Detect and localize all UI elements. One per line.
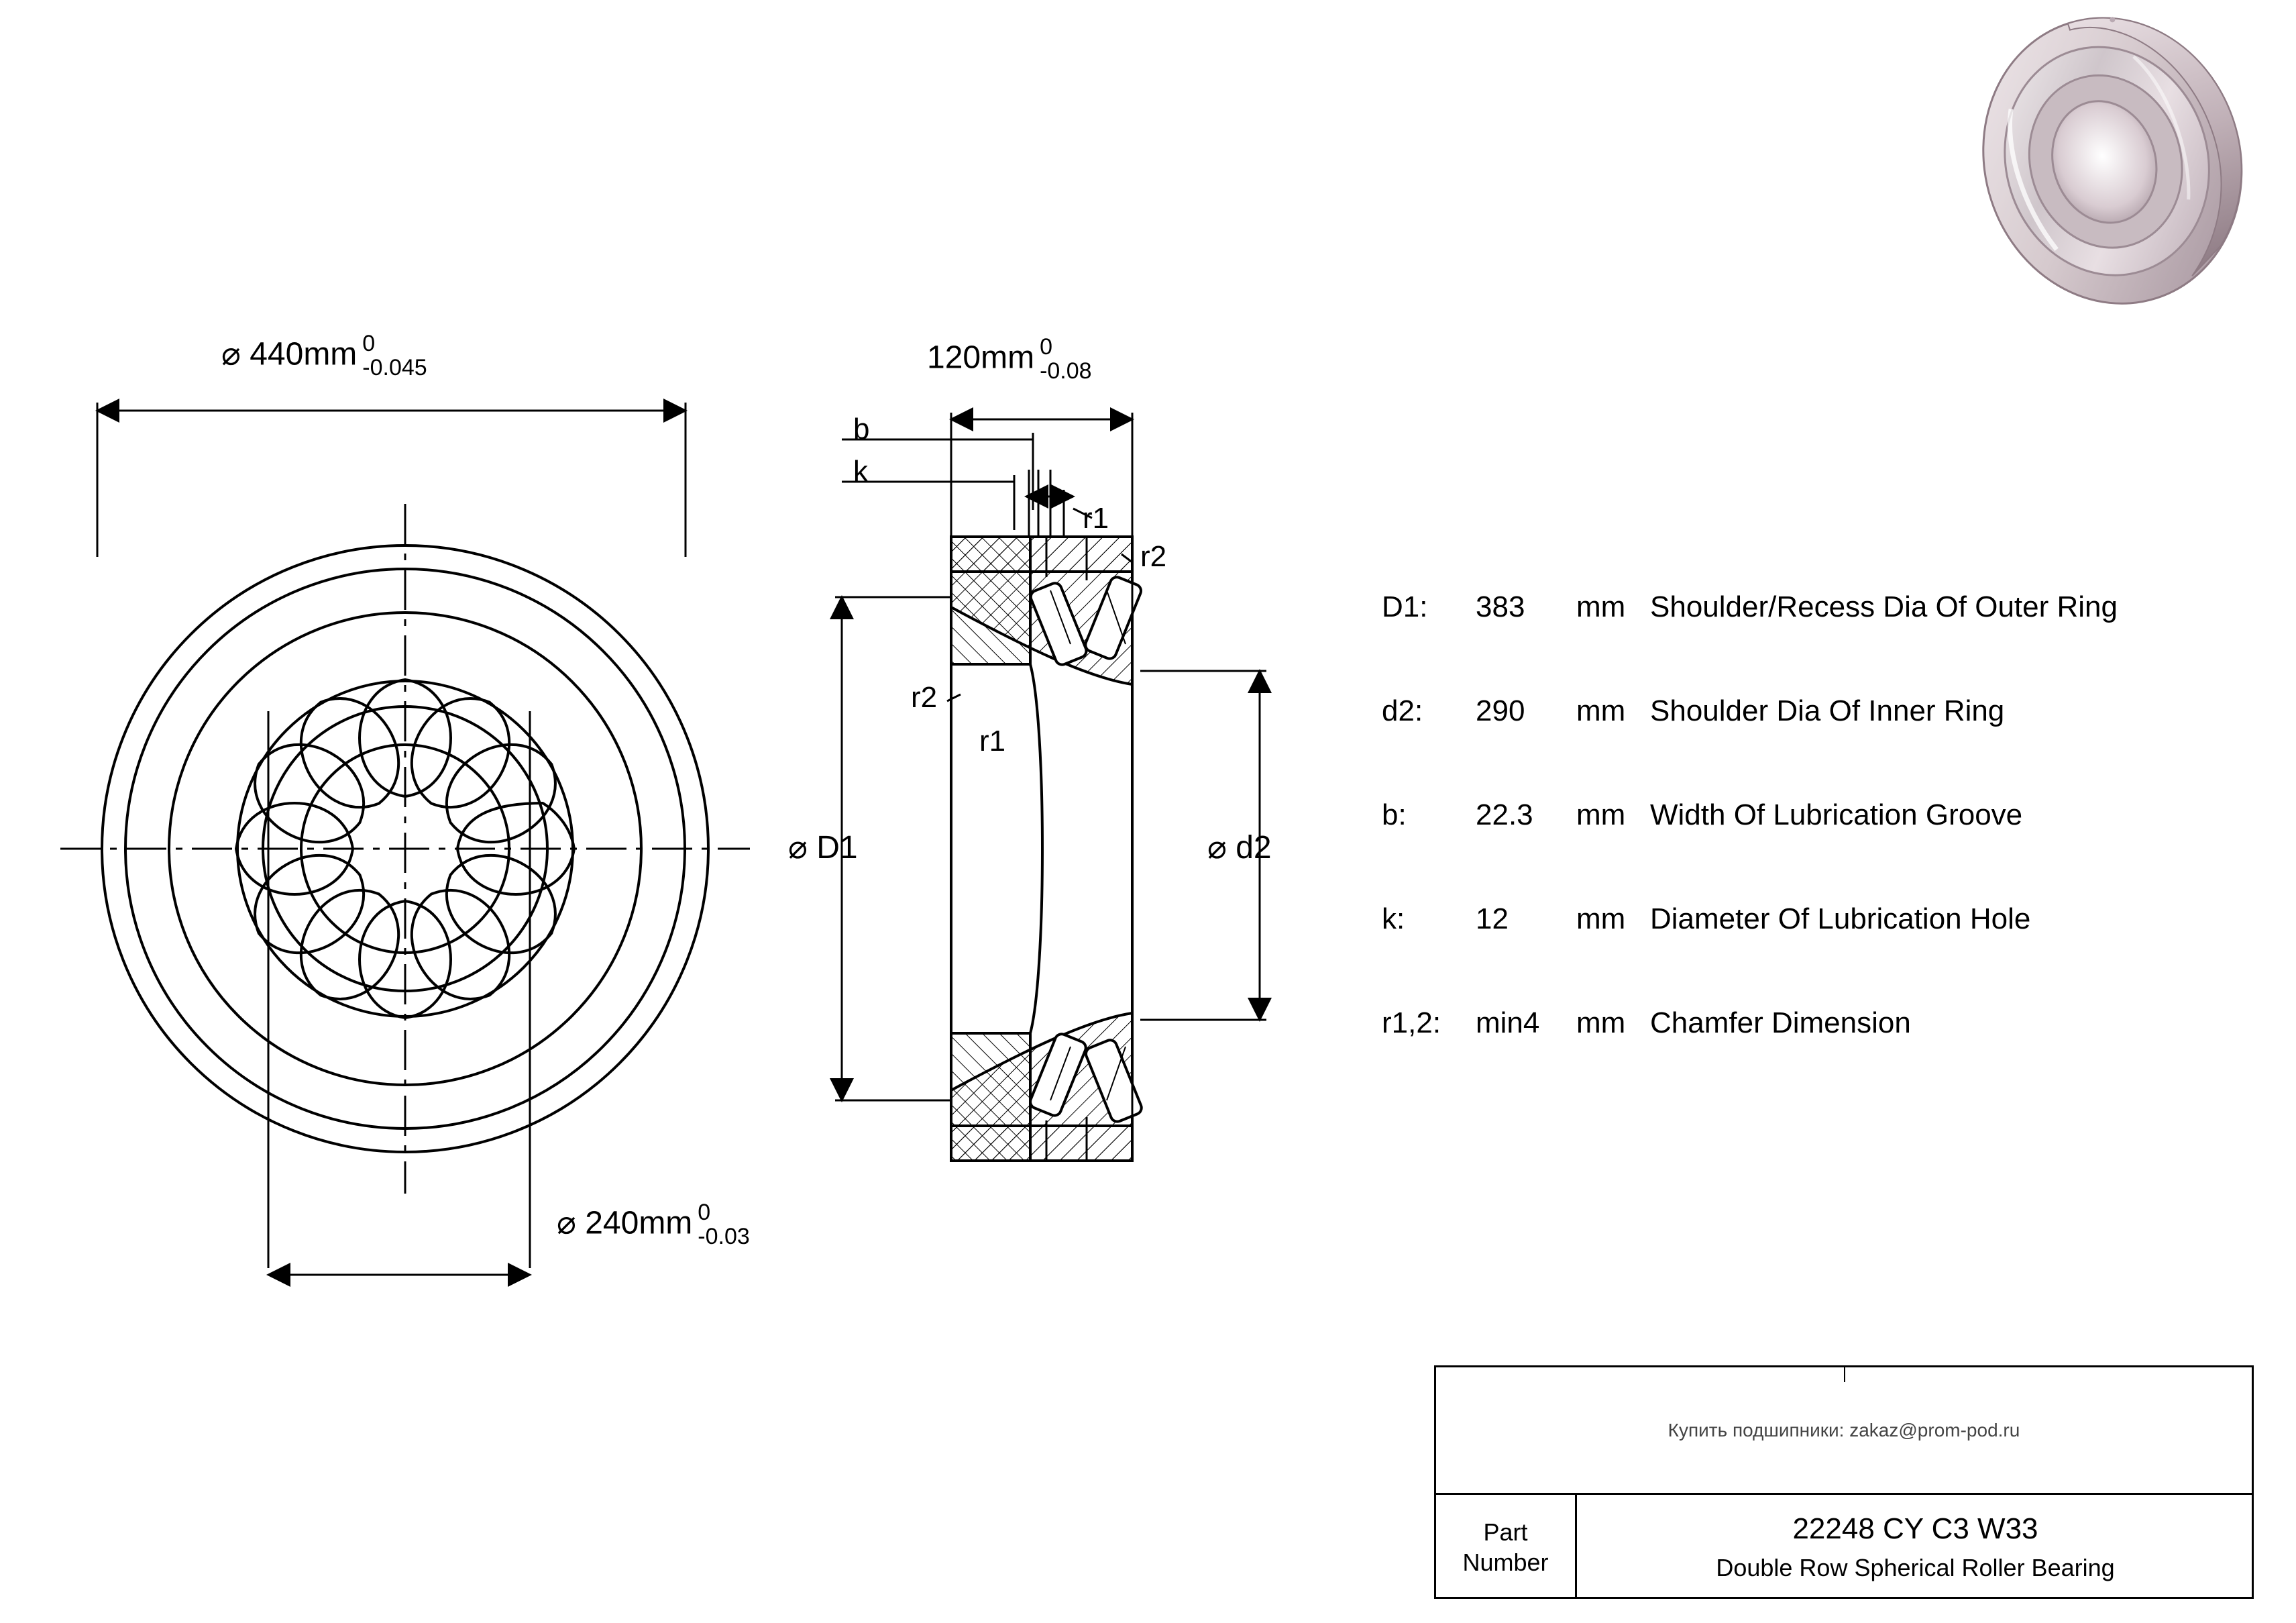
shop-contact-line: Купить подшипники: zakaz@prom-pod.ru xyxy=(1668,1419,2020,1441)
dim-r2-label-top: r2 xyxy=(1140,540,1167,573)
spec-symbol: b: xyxy=(1382,798,1407,831)
spec-description: Diameter Of Lubrication Hole xyxy=(1650,902,2031,935)
spec-value: 383 xyxy=(1476,590,1525,623)
spec-description: Shoulder Dia Of Inner Ring xyxy=(1650,694,2005,727)
part-number-label xyxy=(1436,1495,1577,1599)
dim-r2-label-left: r2 xyxy=(911,681,938,714)
part-number: 22248 CY C3 W33 xyxy=(1792,1512,2038,1545)
dim-width xyxy=(927,335,1092,383)
spec-description: Width Of Lubrication Groove xyxy=(1650,798,2023,831)
front-view-centerlines xyxy=(60,504,750,1194)
dim-width-tol-upper: 0 xyxy=(1040,334,1052,360)
part-number-label-line1: Part xyxy=(1483,1518,1528,1546)
front-view xyxy=(60,504,750,1194)
specification-list xyxy=(1382,590,2254,1110)
spec-value: 22.3 xyxy=(1476,798,1533,831)
spec-row xyxy=(1382,590,2254,694)
dim-width-tol-lower: -0.08 xyxy=(1040,358,1092,384)
spec-value: 290 xyxy=(1476,694,1525,727)
dim-bore-diameter xyxy=(557,1201,750,1249)
dim-bore-diameter-tol-lower: -0.03 xyxy=(698,1223,750,1249)
section-view xyxy=(951,537,1144,1161)
dim-outer-diameter-value: ⌀ 440mm xyxy=(221,336,358,372)
dim-d2-label: ⌀ d2 xyxy=(1207,830,1272,866)
dim-bore-diameter-tol-upper: 0 xyxy=(698,1200,711,1225)
dim-k-label: k xyxy=(853,455,868,488)
spec-description: Shoulder/Recess Dia Of Outer Ring xyxy=(1650,590,2118,623)
spec-unit: mm xyxy=(1576,798,1626,831)
title-block-header xyxy=(1436,1367,2252,1495)
dim-bore-diameter-value: ⌀ 240mm xyxy=(557,1205,693,1241)
spec-symbol: D1: xyxy=(1382,590,1428,623)
dim-r1-label-top: r1 xyxy=(1083,502,1109,535)
spec-symbol: k: xyxy=(1382,902,1405,935)
dim-r1-label-left: r1 xyxy=(979,725,1006,757)
spec-symbol: d2: xyxy=(1382,694,1423,727)
title-block xyxy=(1434,1365,2254,1599)
part-number-label-line2: Number xyxy=(1462,1548,1549,1576)
spec-value: 12 xyxy=(1476,902,1509,935)
spec-row xyxy=(1382,798,2254,902)
dim-width-value: 120mm xyxy=(927,339,1035,376)
dim-outer-diameter xyxy=(221,332,427,380)
bearing-photo xyxy=(1947,0,2278,337)
spec-value: min4 xyxy=(1476,1006,1540,1039)
dim-b-label: b xyxy=(853,413,870,446)
spec-symbol: r1,2: xyxy=(1382,1006,1441,1039)
spec-unit: mm xyxy=(1576,590,1626,623)
part-number-value-area xyxy=(1577,1495,2254,1599)
spec-row xyxy=(1382,1006,2254,1110)
part-description: Double Row Spherical Roller Bearing xyxy=(1716,1553,2115,1581)
spec-row xyxy=(1382,694,2254,798)
dim-outer-diameter-tol-lower: -0.045 xyxy=(362,354,427,380)
dim-D1-label: ⌀ D1 xyxy=(788,830,858,866)
spec-unit: mm xyxy=(1576,694,1626,727)
spec-description: Chamfer Dimension xyxy=(1650,1006,1911,1039)
spec-row xyxy=(1382,902,2254,1006)
dim-outer-diameter-tol-upper: 0 xyxy=(362,331,376,356)
spec-unit: mm xyxy=(1576,902,1626,935)
spec-unit: mm xyxy=(1576,1006,1626,1039)
